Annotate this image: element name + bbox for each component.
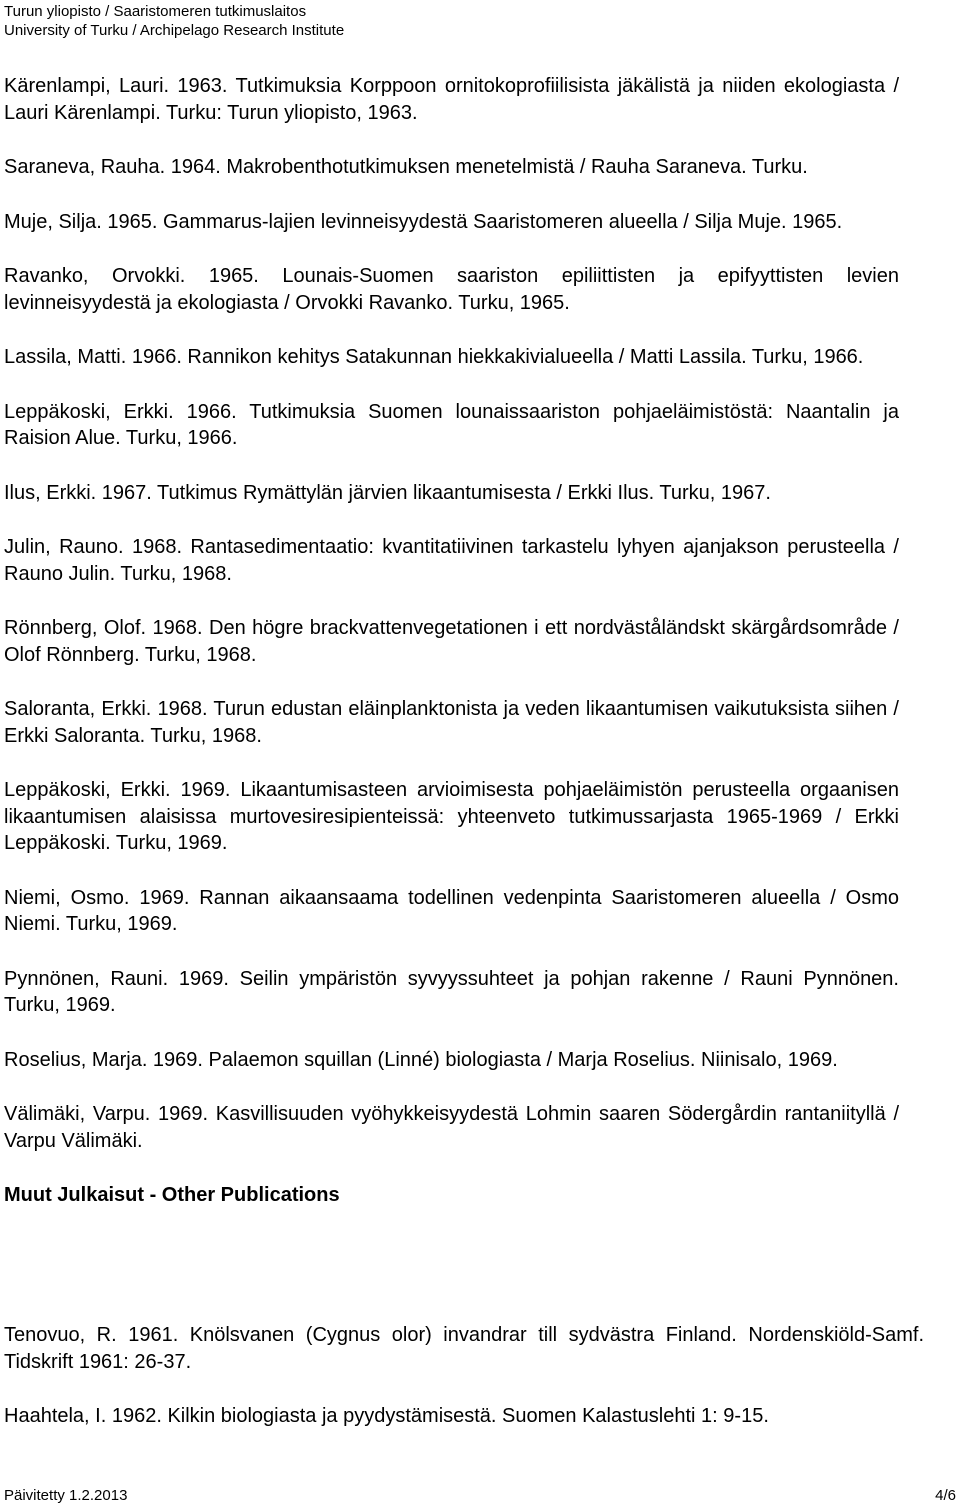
publication-entry: Leppäkoski, Erkki. 1969. Likaantumisasteen arvioimisesta pohjaeläimistön perusteella orgaanisen likaantumisen alaisissa murtovesiresipienteissä: yhteenveto tutkimussarjasta 1965-1969 / Erkki Leppäkoski. Turku, 1969.: [4, 779, 899, 854]
publication-entry: Saloranta, Erkki. 1968. Turun edustan eläinplanktonista ja veden likaantumisen vaikutuksista siihen / Erkki Saloranta. Turku, 1968.: [4, 698, 899, 747]
publication-entry: Julin, Rauno. 1968. Rantasedimentaatio: kvantitatiivinen tarkastelu lyhyen ajanjakson perusteella / Rauno Julin. Turku, 1968.: [4, 536, 899, 585]
publication-entry: Välimäki, Varpu. 1969. Kasvillisuuden vyöhykkeisyydestä Lohmin saaren Södergårdin rantaniityllä / Varpu Välimäki.: [4, 1103, 899, 1152]
publication-entry: Lassila, Matti. 1966. Rannikon kehitys Satakunnan hiekkakivialueella / Matti Lassila. Turku, 1966.: [4, 346, 864, 368]
other-publication-entry: Tenovuo, R. 1961. Knölsvanen (Cygnus olor) invandrar till sydvästra Finland. Nordenskiöld-Samf. Tidskrift 1961: 26-37.: [4, 1324, 924, 1373]
publication-entry: Muje, Silja. 1965. Gammarus-lajien levinneisyydestä Saaristomeren alueella / Silja Muje. 1965.: [4, 210, 843, 233]
page-header: [4, 2, 344, 40]
publication-entry: Kärenlampi, Lauri. 1963. Tutkimuksia Korppoon ornitokoprofiilisista jäkälistä ja niiden ekologiasta / Lauri Kärenlampi. Turku: Turun yliopisto, 1963.: [4, 75, 899, 124]
publication-entry: Leppäkoski, Erkki. 1966. Tutkimuksia Suomen lounaissaariston pohjaeläimistöstä: Naantalin ja Raision Alue. Turku, 1966.: [4, 400, 899, 449]
updated-date: Päivitetty 1.2.2013: [4, 1487, 128, 1504]
publication-entry: Rönnberg, Olof. 1968. Den högre brackvattenvegetationen i ett nordväståländskt skärgårdsområde / Olof Rönnberg. Turku, 1968.: [4, 617, 899, 666]
publication-entry: Niemi, Osmo. 1969. Rannan aikaansaama todellinen vedenpinta Saaristomeren alueella / Osmo Niemi. Turku, 1969.: [4, 886, 899, 935]
publication-entry: Saraneva, Rauha. 1964. Makrobenthotutkimuksen menetelmistä / Rauha Saraneva. Turku.: [4, 156, 808, 178]
other-publication-entry: Haahtela, I. 1962. Kilkin biologiasta ja pyydystämisestä. Suomen Kalastuslehti 1: 9-15.: [4, 1405, 769, 1427]
other-publication-list: [4, 1322, 924, 1430]
publication-list: [4, 73, 899, 1208]
page-footer: [4, 1487, 956, 1505]
header-line-fi: Turun yliopisto / Saaristomeren tutkimuslaitos: [4, 3, 307, 20]
header-line-en: University of Turku / Archipelago Research Institute: [4, 22, 345, 39]
publication-entry: Ilus, Erkki. 1967. Tutkimus Rymättylän järvien likaantumisesta / Erkki Ilus. Turku, 1967.: [4, 481, 771, 504]
publication-entry: Roselius, Marja. 1969. Palaemon squillan (Linné) biologiasta / Marja Roselius. Niinisalo, 1969.: [4, 1048, 838, 1071]
publication-entry: Ravanko, Orvokki. 1965. Lounais-Suomen saariston epiliittisten ja epifyyttisten levien levinneisyydestä ja ekologiasta / Orvokki Ravanko. Turku, 1965.: [4, 265, 899, 314]
section-heading-other-publications: Muut Julkaisut - Other Publications: [4, 1184, 340, 1206]
publication-entry: Pynnönen, Rauni. 1969. Seilin ympäristön syvyyssuhteet ja pohjan rakenne / Rauni Pynnönen. Turku, 1969.: [4, 967, 899, 1016]
page-number: 4/6: [935, 1487, 956, 1504]
